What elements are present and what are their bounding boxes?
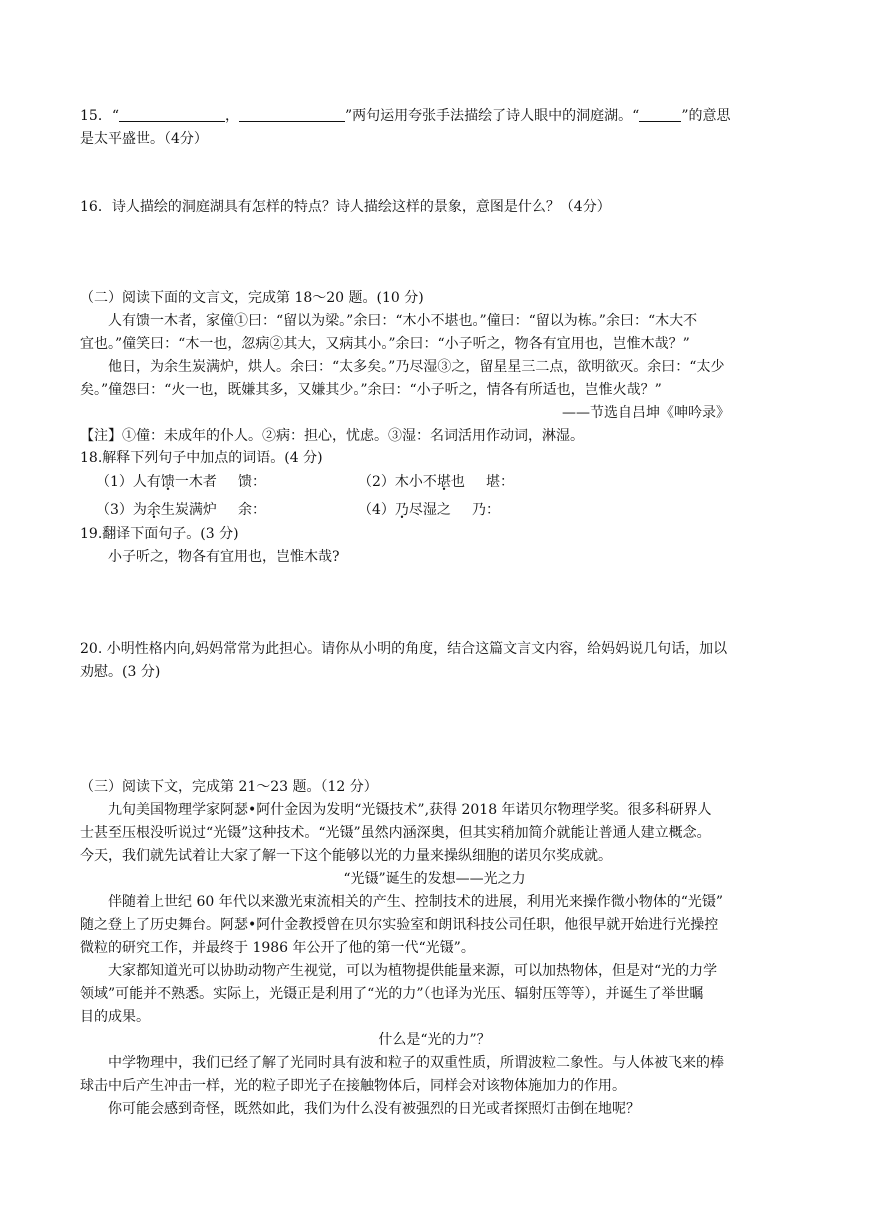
section-2-heading: （二）阅读下面的文言文，完成第 18～20 题。(10 分)	[80, 290, 424, 306]
article-line: 你可能会感到奇怪，既然如此，我们为什么没有被强烈的日光或者探照灯击倒在地呢？	[108, 1101, 640, 1117]
question-16: 16．诗人描绘的洞庭湖具有怎样的特点？诗人描绘这样的景象，意图是什么？（4分）	[80, 199, 611, 215]
emphasis-dot-word: 馈	[160, 474, 175, 490]
article-line: 微粒的研究工作，并最终于 1986 年公开了他的第一代“光镊”。	[80, 940, 475, 956]
question-18-title: 18.解释下列句子中加点的词语。(4 分)	[80, 450, 323, 466]
question-15-line2: 是太平盛世。（4分）	[80, 131, 208, 147]
q18-item-3: （3）为余生炭满炉	[96, 502, 217, 518]
question-19-sentence: 小子听之，物各有宜用也，岂惟木哉?	[108, 549, 340, 565]
article-line: 球击中后产生冲击一样，光的粒子即光子在接触物体后，同样会对该物体施加力的作用。	[80, 1078, 626, 1094]
article-line: 中学物理中，我们已经了解了光同时具有波和粒子的双重性质，所谓波粒二象性。与人体被飞来的棒	[108, 1055, 724, 1071]
q18-item-1: （1）人有馈一木者	[96, 474, 217, 490]
answer-blank[interactable]	[119, 107, 225, 122]
emphasis-dot-word: 乃	[394, 502, 409, 518]
classical-text-line: 矣。”僮怨曰：“火一也，既嫌其多，又嫌其少。”余曰：“小子听之，情各有所适也，岂惟火哉？”	[80, 382, 662, 398]
q18-item-4: （4）乃尽湿之	[358, 502, 451, 518]
article-line: 大家都知道光可以协助动物产生视觉，可以为植物提供能量来源，可以加热物体，但是对“光的力学	[108, 963, 718, 979]
classical-text-line: 宜也。”僮笑曰：“木一也，忽病②其大，又病其小。”余曰：“小子听之，物各有宜用也，岂惟木哉？”	[80, 336, 690, 352]
q18-item-2: （2）木小不堪也	[358, 474, 465, 490]
question-19-title: 19.翻译下面句子。(3 分)	[80, 526, 239, 542]
article-line: 随之登上了历史舞台。阿瑟•阿什金教授曾在贝尔实验室和朗讯科技公司任职，他很早就开始进行光操控	[80, 917, 719, 933]
classical-text-line: 他日，为余生炭满炉，烘人。余曰：“太多矣。”乃尽湿③之，留星星三二点，欲明欲灭。余曰：“太少	[108, 359, 725, 375]
q18-item-1-answer-label[interactable]: 馈：	[238, 474, 266, 490]
question-20-line1: 20. 小明性格内向,妈妈常常为此担心。请你从小明的角度，结合这篇文言文内容，给妈妈说几句话，加以	[80, 641, 728, 657]
article-line: 士甚至压根没听说过“光镊”这种技术。“光镊”虽然内涵深奥，但其实稍加简介就能让普通人建立概念。	[80, 825, 711, 841]
article-line: 九旬美国物理学家阿瑟•阿什金因为发明“光镊技术”,获得 2018 年诺贝尔物理学奖。很多科研界人	[108, 802, 712, 818]
article-subheading: 什么是“光的力”？	[378, 1032, 491, 1048]
emphasis-dot-word: 余	[146, 502, 161, 518]
question-number: 15．	[80, 108, 112, 124]
q18-item-4-answer-label[interactable]: 乃：	[472, 502, 500, 518]
article-line: 目的成果。	[80, 1009, 150, 1025]
section-3-heading: （三）阅读下文，完成第 21～23 题。（12 分）	[80, 779, 378, 795]
article-subheading: “光镊”诞生的发想——光之力	[343, 871, 526, 887]
annotation-note: 【注】①僮：未成年的仆人。②病：担心，忧虑。③湿：名词活用作动词，淋湿。	[80, 428, 584, 444]
question-20-line2: 劝慰。(3 分)	[80, 664, 161, 680]
answer-blank[interactable]	[239, 107, 345, 122]
article-line: 今天，我们就先试着让大家了解一下这个能够以光的力量来操纵细胞的诺贝尔奖成就。	[80, 848, 612, 864]
source-citation: ——节选自吕坤《呻吟录》	[562, 405, 730, 421]
emphasis-dot-word: 堪	[436, 474, 451, 490]
answer-blank[interactable]	[639, 107, 681, 122]
question-15-line1: 15．“ ， ”两句运用夸张手法描绘了诗人眼中的洞庭湖。“ ”的意思	[80, 108, 731, 124]
article-line: 领域”可能并不熟悉。实际上，光镊正是利用了“光的力”（也译为光压、辐射压等等），并诞生了举世瞩	[80, 986, 704, 1002]
classical-text-line: 人有馈一木者，家僮①曰：“留以为梁。”余曰：“木小不堪也。”僮曰：“留以为栋。”余曰：“木大不	[108, 313, 698, 329]
article-line: 伴随着上世纪 60 年代以来激光束流相关的产生、控制技术的进展，利用光来操作微小物体的“光镊”	[108, 894, 724, 910]
q18-item-2-answer-label[interactable]: 堪：	[486, 474, 514, 490]
q18-item-3-answer-label[interactable]: 余：	[238, 502, 266, 518]
